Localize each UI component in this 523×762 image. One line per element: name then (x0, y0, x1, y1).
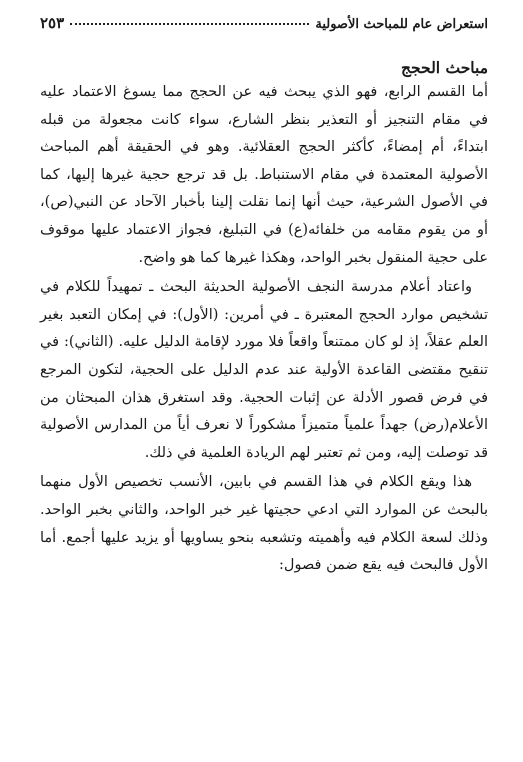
document-page (40, 14, 488, 580)
page-number: ٢٥٣ (40, 14, 65, 32)
dotted-leader (70, 23, 309, 25)
paragraph-3: هذا ويقع الكلام في هذا القسم في بابين، الأنسب تخصيص الأول منهما بالبحث عن الموارد التي ادعي حجيتها غير خبر الواحد، والثاني بخبر الواحد. وذلك لسعة الكلام فيه وأهميته وتشعبه بنحو يساويها أو يزيد عليها أجمع. أما الأول فالبحث فيه يقع ضمن فصول: (40, 474, 488, 574)
running-header-title: استعراض عام للمباحث الأصولية (315, 17, 488, 32)
paragraph-2: واعتاد أعلام مدرسة النجف الأصولية الحديثة البحث ـ تمهيداً للكلام في تشخيص موارد الحجج المعتبرة ـ في أمرين: (الأول): في إمكان التعبد بغير العلم عقلاً، إذ لو كان ممتنعاً واقعاً فلا مورد لإقامة الدليل عليه. (الثاني): في تنقيح مقتضى القاعدة الأولية عند عدم الدليل على الحجية، لتكون المرجع في فرض قصور الأدلة عن إثبات الحجية. وقد استغرق هذان المبحثان من الأعلام(رض) جهداً علمياً متميزاً مشكوراً لا نعرف أياً من المدارس الأصولية قد توصلت إليه، ومن ثم تعتبر لهم الريادة العلمية في ذلك. (40, 279, 488, 461)
paragraph-1: أما القسم الرابع، فهو الذي يبحث فيه عن الحجج مما يسوغ الاعتماد عليه في مقام التنجيز أو التعذير بنظر الشارع، سواء كانت مجعولة من قبله ابتداءً، أم إمضاءً، كأكثر الحجج العقلائية. وهو في الحقيقة أهم المباحث الأصولية المعتمدة في مقام الاستنباط. بل قد ترجع حجية غيرها إليها، كما في الأصول الشرعية، حيث أنها إنما نقلت إلينا بأخبار الآحاد عن النبي(ص)، أو من يقوم مقامه من خلفائه(ع) في التبليغ، فجواز الاعتماد عليها موقوف على حجية المنقول بخبر الواحد، وهكذا غيرها كما هو واضح. (40, 84, 488, 266)
running-header (40, 14, 488, 45)
section-title: مباحث الحجج (401, 58, 488, 77)
